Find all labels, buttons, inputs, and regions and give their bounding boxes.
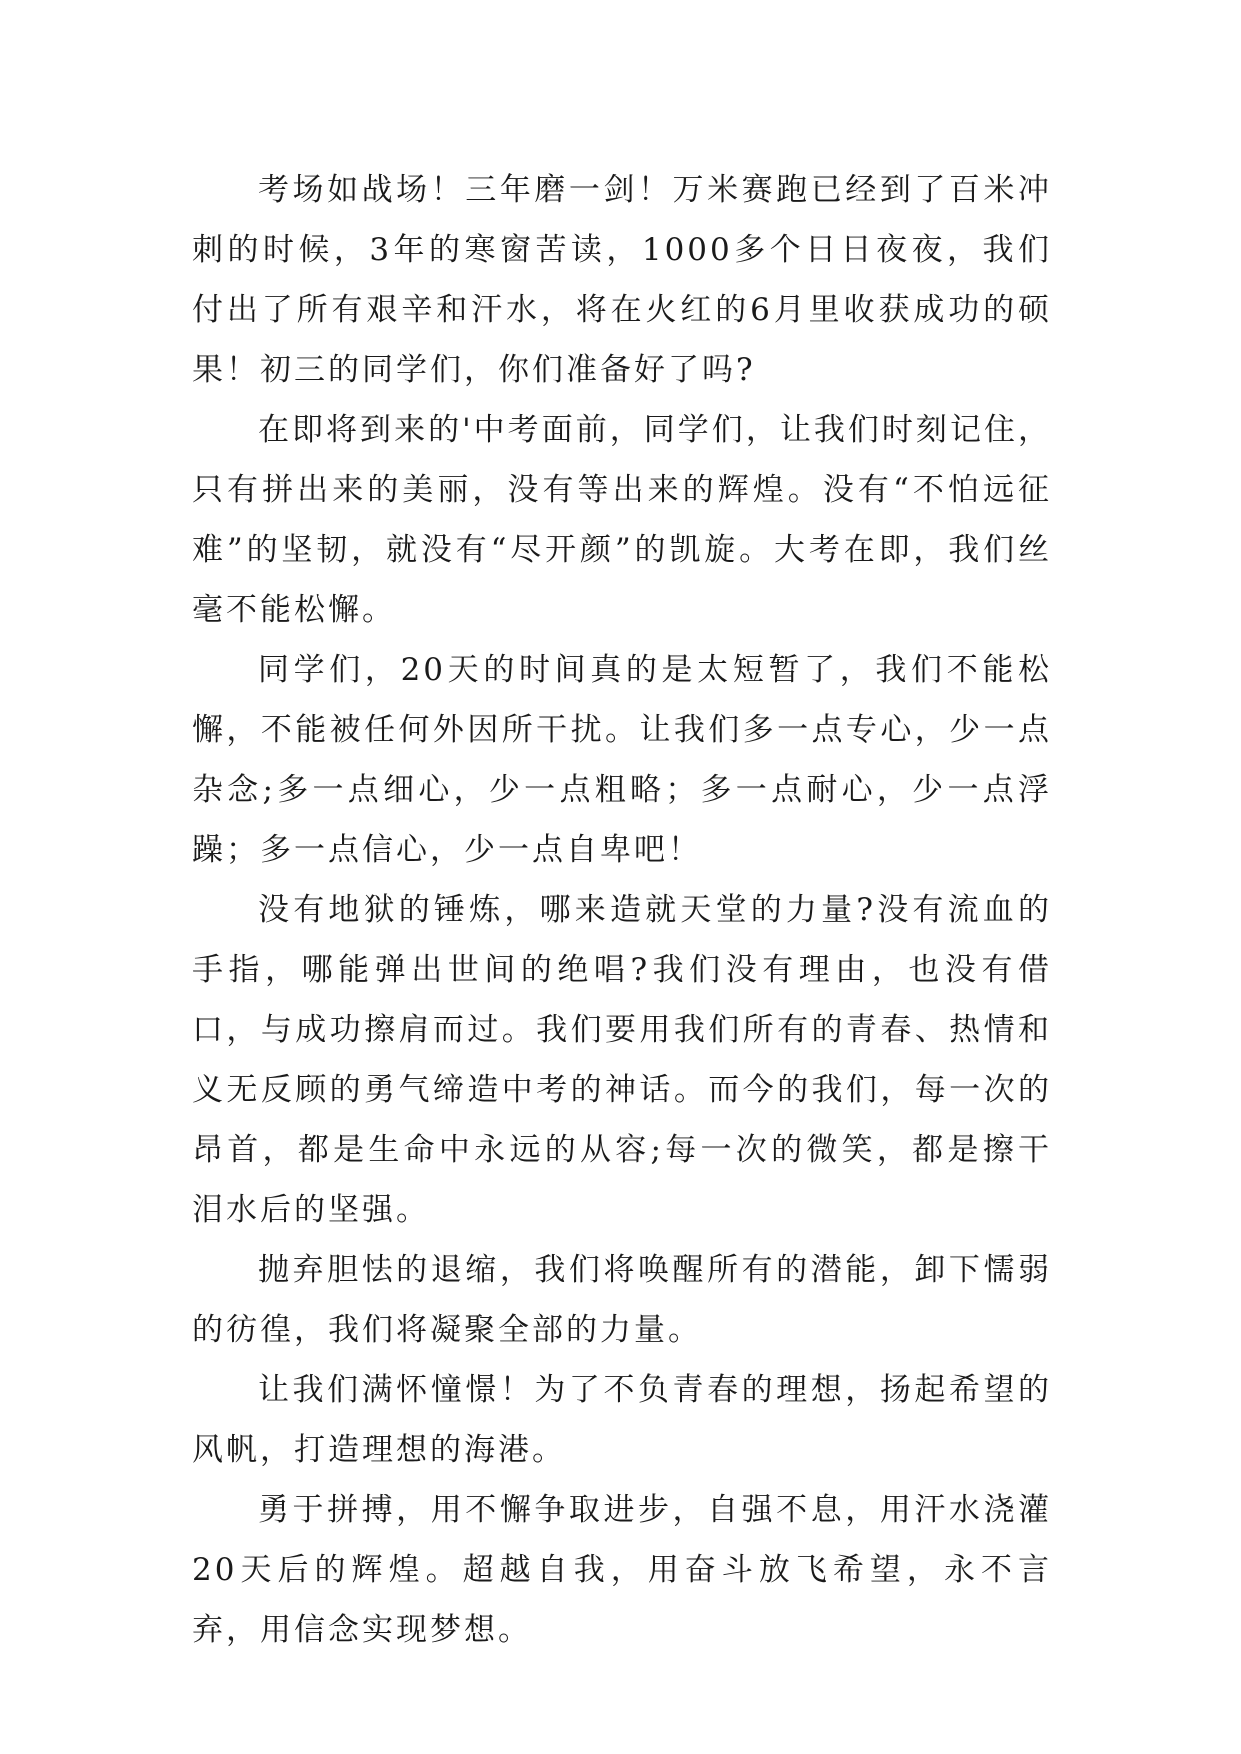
paragraph-1: 考场如战场！三年磨一剑！万米赛跑已经到了百米冲刺的时候，3年的寒窗苦读，1000多个日日夜夜，我们付出了所有艰辛和汗水，将在火红的6月里收获成功的硕果！初三的同学们，你们准备好了吗? [192, 172, 1052, 388]
paragraph-6: 让我们满怀憧憬！为了不负青春的理想，扬起希望的风帆，打造理想的海港。 [192, 1372, 1052, 1468]
paragraph-2: 在即将到来的'中考面前，同学们，让我们时刻记住，只有拼出来的美丽，没有等出来的辉煌。没有“不怕远征难”的坚韧，就没有“尽开颜”的凯旋。大考在即，我们丝毫不能松懈。 [192, 412, 1052, 628]
paragraph-5: 抛弃胆怯的退缩，我们将唤醒所有的潜能，卸下懦弱的彷徨，我们将凝聚全部的力量。 [192, 1252, 1052, 1348]
document-body [192, 160, 1052, 1660]
paragraph-3: 同学们，20天的时间真的是太短暂了，我们不能松懈，不能被任何外因所干扰。让我们多一点专心，少一点杂念;多一点细心，少一点粗略；多一点耐心，少一点浮躁；多一点信心，少一点自卑吧！ [192, 652, 1052, 868]
paragraph-7: 勇于拼搏，用不懈争取进步，自强不息，用汗水浇灌20天后的辉煌。超越自我，用奋斗放飞希望，永不言弃，用信念实现梦想。 [192, 1492, 1052, 1648]
paragraph-4: 没有地狱的锤炼，哪来造就天堂的力量?没有流血的手指，哪能弹出世间的绝唱?我们没有理由，也没有借口，与成功擦肩而过。我们要用我们所有的青春、热情和义无反顾的勇气缔造中考的神话。而今的我们，每一次的昂首，都是生命中永远的从容;每一次的微笑，都是擦干泪水后的坚强。 [192, 892, 1052, 1228]
